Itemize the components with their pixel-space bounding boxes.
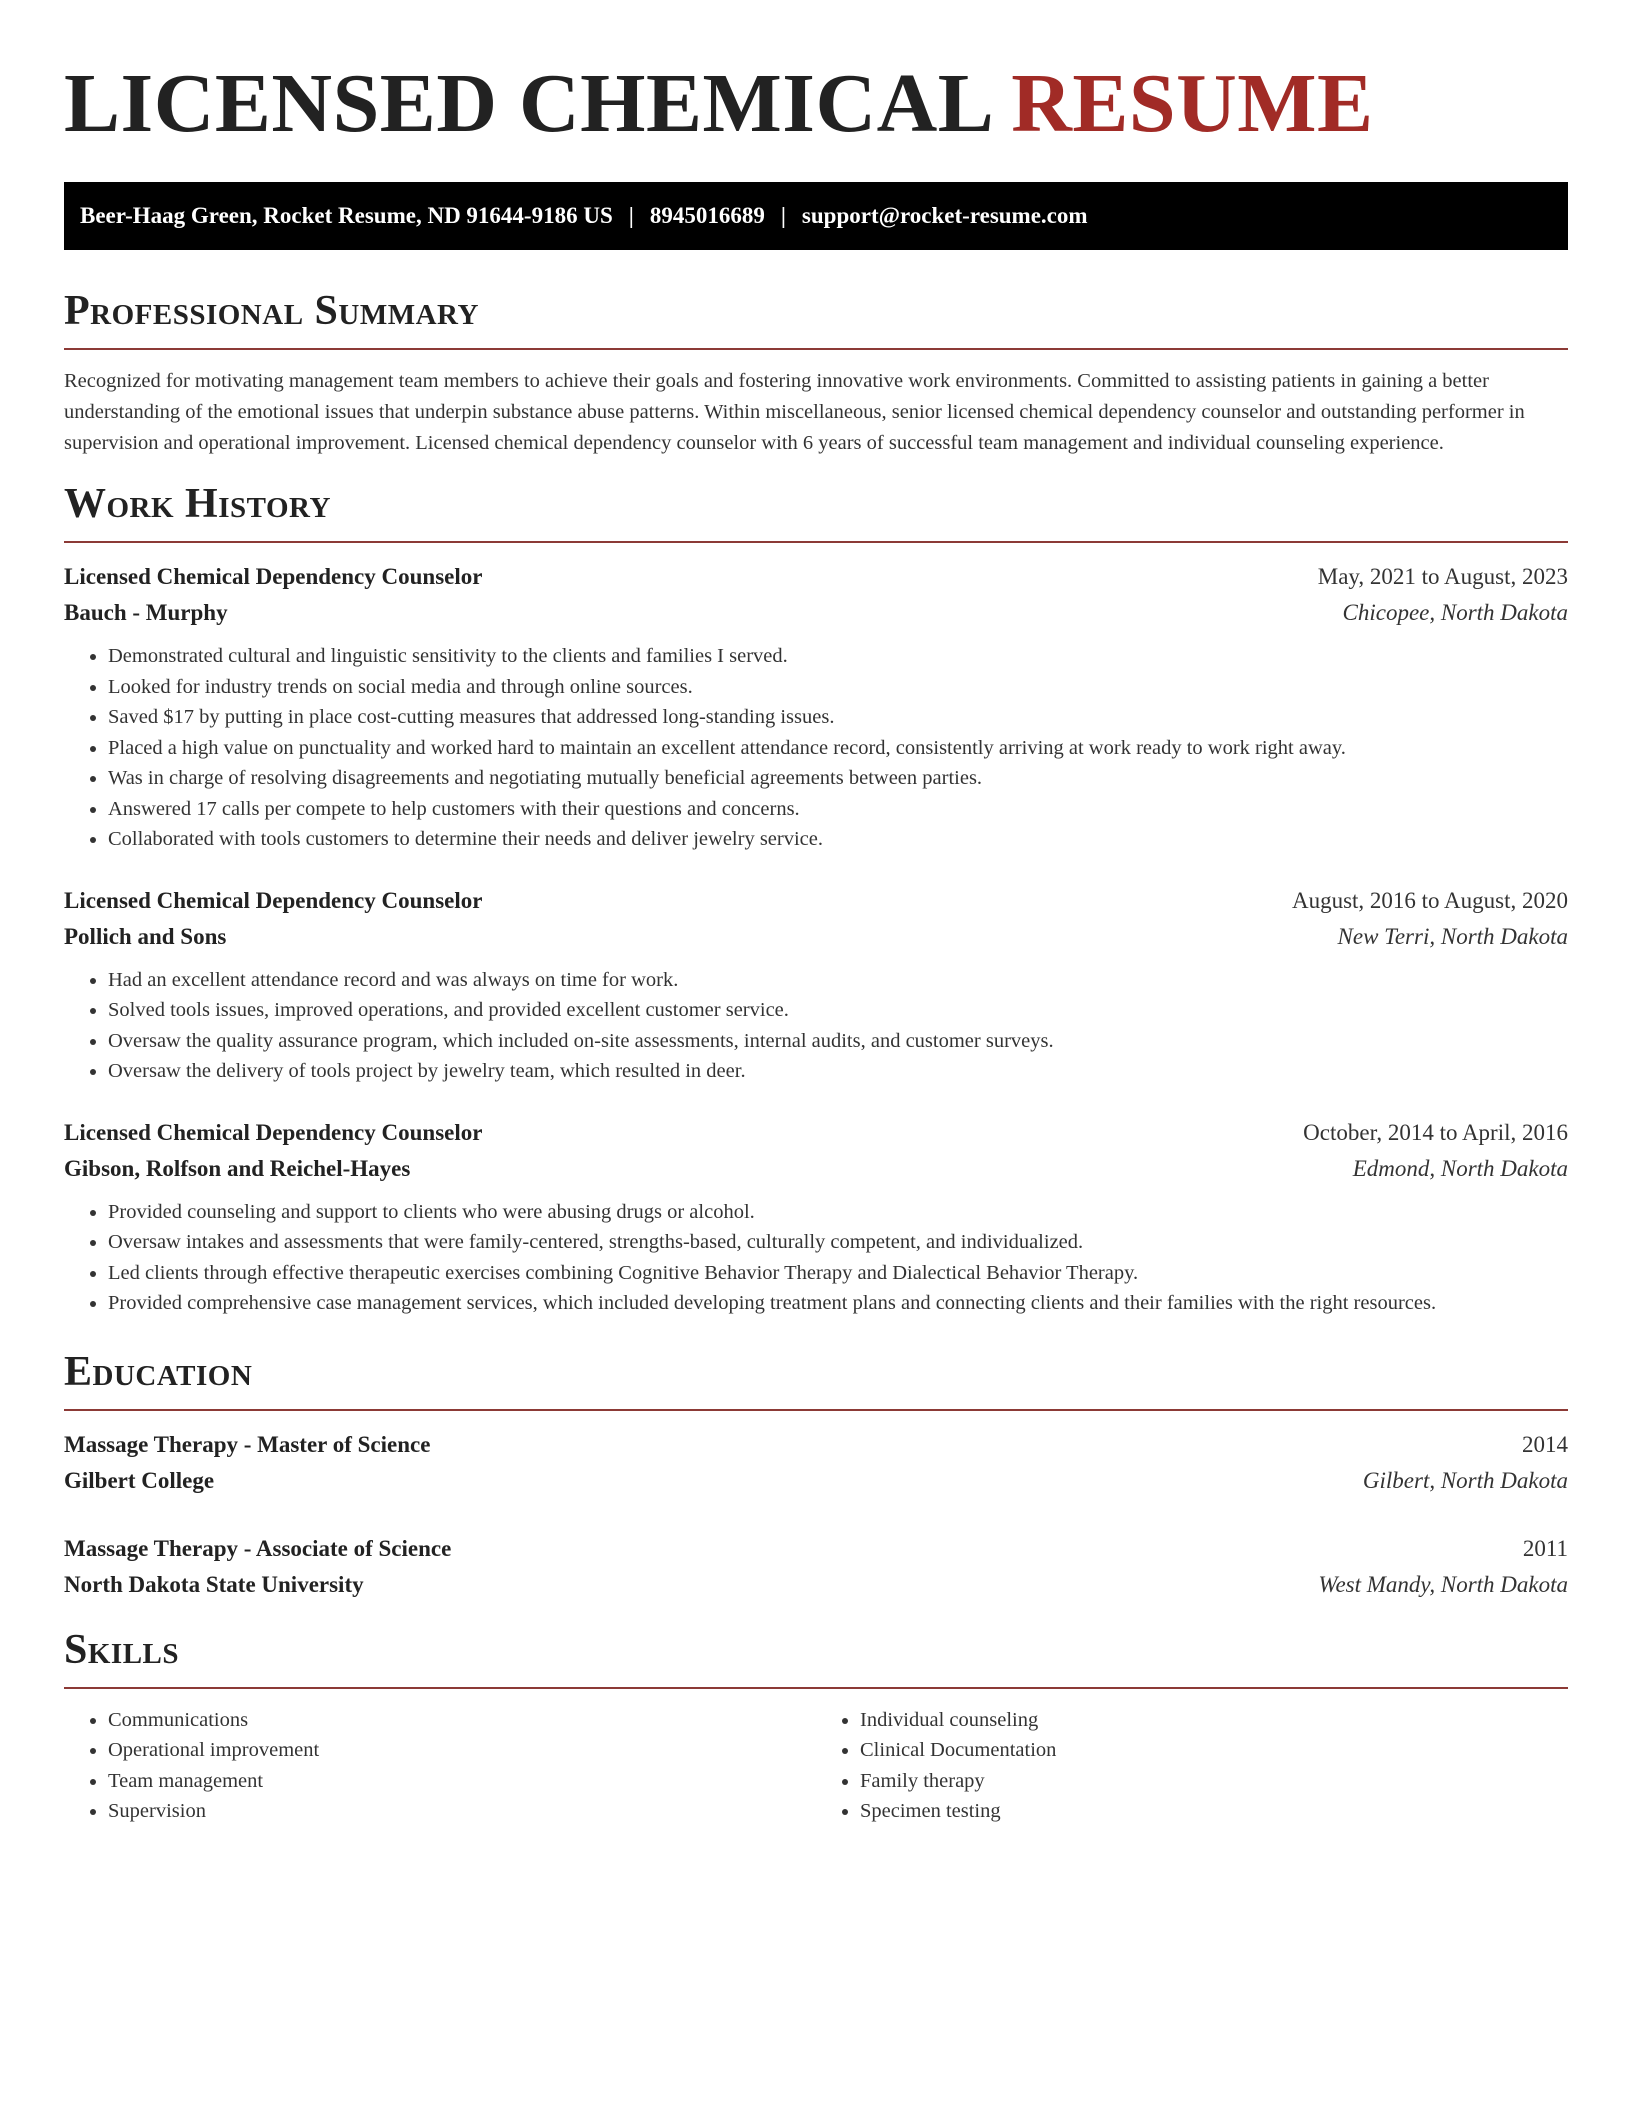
skill-item: • Operational improvement (108, 1735, 816, 1766)
section-divider (64, 1687, 1568, 1689)
education-school: North Dakota State University (64, 1571, 364, 1597)
job-bullet: • Answered 17 calls per compete to help customers with their questions and concerns. (108, 794, 1568, 825)
job-title: Licensed Chemical Dependency Counselor (64, 564, 483, 589)
job-bullet: • Placed a high value on punctuality and worked hard to maintain an excellent attendance record, consistently arriving at work ready to work right away. (108, 733, 1568, 764)
job-bullet: • Looked for industry trends on social media and through online sources. (108, 672, 1568, 703)
contact-separator: | (628, 203, 634, 228)
job-title: Licensed Chemical Dependency Counselor (64, 887, 483, 913)
skills-list-left (64, 1705, 816, 1827)
job-entry (64, 559, 1568, 855)
job-bullet: • Demonstrated cultural and linguistic sensitivity to the clients and families I served. (108, 641, 1568, 672)
education-degree: Massage Therapy - Associate of Science (64, 1535, 452, 1561)
job-bullet: • Collaborated with tools customers to determine their needs and deliver jewelry service. (108, 824, 1568, 855)
skills-heading: Skills (64, 1626, 180, 1673)
education-degree: Massage Therapy - Master of Science (64, 1431, 431, 1457)
job-bullet: • Was in charge of resolving disagreements and negotiating mutually beneficial agreements between parties. (108, 763, 1568, 794)
job-dates: October, 2014 to April, 2016 (1303, 1119, 1568, 1145)
resume-title (64, 0, 1568, 150)
contact-address: Beer-Haag Green, Rocket Resume, ND 91644-9186 US (80, 203, 613, 228)
section-divider (64, 541, 1568, 543)
summary-heading: Professional Summary (64, 288, 479, 334)
skill-item: • Family therapy (860, 1766, 1568, 1797)
job-bullet: • Provided comprehensive case management services, which included developing treatment plans and connecting clients and their families with the right resources. (108, 1288, 1568, 1319)
job-header-row (64, 883, 1568, 919)
job-entry (64, 1115, 1568, 1319)
education-location: West Mandy, North Dakota (1318, 1571, 1568, 1597)
skill-item: • Clinical Documentation (860, 1735, 1568, 1766)
job-company: Bauch - Murphy (64, 600, 228, 625)
job-bullets (64, 1197, 1568, 1319)
job-bullet: • Had an excellent attendance record and was always on time for work. (108, 965, 1568, 996)
job-location: New Terri, North Dakota (1337, 923, 1568, 949)
job-company-row (64, 919, 1568, 955)
education-entry (64, 1531, 1568, 1603)
job-dates: May, 2021 to August, 2023 (1317, 564, 1568, 589)
education-heading: Education (64, 1348, 253, 1395)
job-location: Edmond, North Dakota (1352, 1155, 1568, 1181)
job-header-row (64, 559, 1568, 595)
education-school-row (64, 1567, 1568, 1603)
job-bullet: • Provided counseling and support to clients who were abusing drugs or alcohol. (108, 1197, 1568, 1228)
job-company-row (64, 1151, 1568, 1187)
job-bullet: • Saved $17 by putting in place cost-cutting measures that addressed long-standing issues. (108, 702, 1568, 733)
job-bullets (64, 641, 1568, 855)
job-company-row (64, 595, 1568, 631)
job-company: Gibson, Rolfson and Reichel-Hayes (64, 1155, 411, 1181)
skill-item: • Team management (108, 1766, 816, 1797)
education-entry (64, 1427, 1568, 1499)
skills-list-right (816, 1705, 1568, 1827)
education-school: Gilbert College (64, 1467, 215, 1493)
title-main: LICENSED CHEMICAL (64, 57, 990, 150)
contact-phone: 8945016689 (649, 203, 765, 228)
education-section (64, 1347, 1568, 1603)
job-bullet: • Oversaw intakes and assessments that were family-centered, strengths-based, culturally competent, and individualized. (108, 1227, 1568, 1258)
job-location: Chicopee, North Dakota (1342, 600, 1568, 625)
job-bullet: • Oversaw the quality assurance program, which included on-site assessments, internal audits, and customer surveys. (108, 1026, 1568, 1057)
job-bullet: • Solved tools issues, improved operations, and provided excellent customer service. (108, 995, 1568, 1026)
education-year: 2014 (1522, 1431, 1568, 1457)
education-header-row (64, 1531, 1568, 1567)
job-header-row (64, 1115, 1568, 1151)
education-year: 2011 (1522, 1535, 1568, 1561)
work-history-heading: Work History (64, 481, 331, 527)
summary-section (64, 286, 1568, 459)
job-title: Licensed Chemical Dependency Counselor (64, 1119, 483, 1145)
job-entry (64, 883, 1568, 1087)
contact-bar (64, 182, 1568, 250)
contact-email: support@rocket-resume.com (801, 203, 1088, 228)
education-location: Gilbert, North Dakota (1362, 1467, 1568, 1493)
title-accent: RESUME (1011, 57, 1374, 150)
education-header-row (64, 1427, 1568, 1463)
section-divider (64, 1409, 1568, 1411)
summary-text: Recognized for motivating management team members to achieve their goals and fostering innovative work environments. Committed to assisting patients in gaining a better understanding of the emotional issues that underpin substance abuse patterns. Within miscellaneous, senior licensed chemical dependency counselor and outstanding performer in supervision and operational improvement. Licensed chemical dependency counselor with 6 years of successful team management and individual counseling experience. (64, 370, 1525, 454)
work-history-section (64, 479, 1568, 1319)
education-school-row (64, 1463, 1568, 1499)
contact-separator: | (780, 203, 786, 228)
job-bullet: • Led clients through effective therapeutic exercises combining Cognitive Behavior Therapy and Dialectical Behavior Therapy. (108, 1258, 1568, 1289)
skills-section (64, 1625, 1568, 1827)
job-dates: August, 2016 to August, 2020 (1291, 887, 1568, 913)
skill-item: • Individual counseling (860, 1705, 1568, 1736)
skill-item: • Supervision (108, 1796, 816, 1827)
skill-item: • Specimen testing (860, 1796, 1568, 1827)
job-bullet: • Oversaw the delivery of tools project by jewelry team, which resulted in deer. (108, 1056, 1568, 1087)
job-bullets (64, 965, 1568, 1087)
skill-item: • Communications (108, 1705, 816, 1736)
job-company: Pollich and Sons (64, 923, 227, 949)
skills-columns (64, 1705, 1568, 1827)
section-divider (64, 348, 1568, 350)
